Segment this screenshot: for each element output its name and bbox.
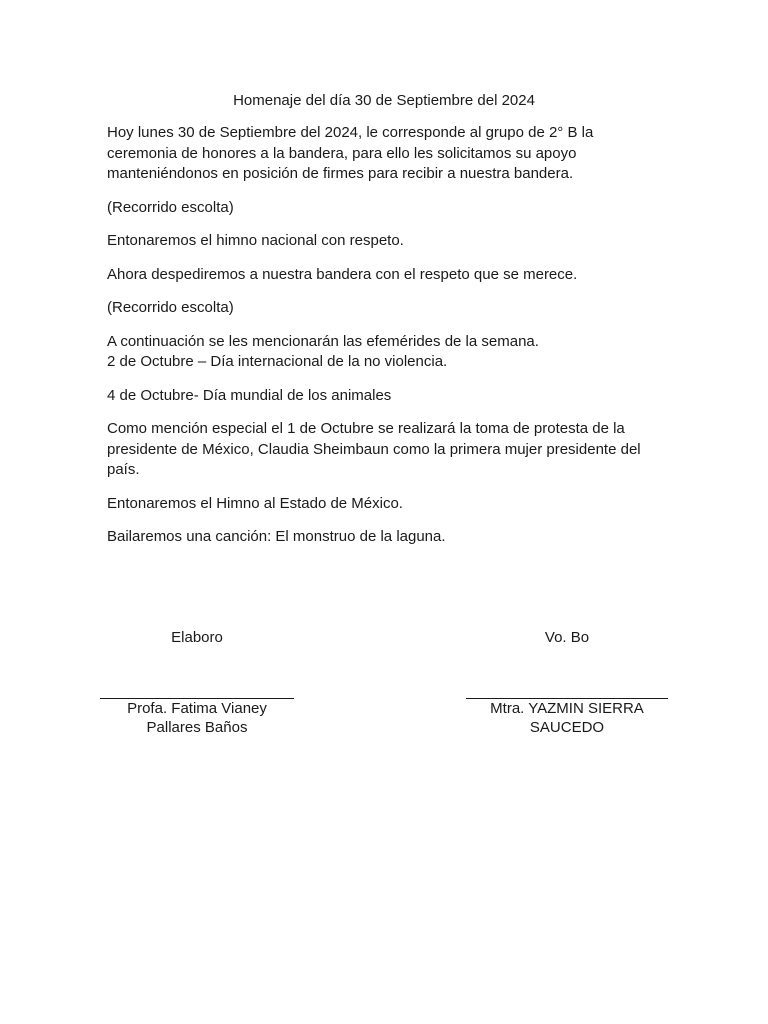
- paragraph-recorrido-1: [107, 198, 667, 219]
- paragraph-line: Bailaremos una canción: El monstruo de la laguna.: [107, 528, 446, 545]
- paragraph-mencion-especial: [107, 419, 667, 481]
- paragraph-efemerides: [107, 332, 667, 373]
- paragraph-himno-estado: [107, 494, 667, 515]
- paragraph-line: 4 de Octubre- Día mundial de los animales: [107, 386, 392, 404]
- paragraph-line: Entonaremos el Himno al Estado de México.: [107, 494, 403, 512]
- paragraph-recorrido-2: [107, 298, 667, 319]
- paragraph-despedida-bandera: [107, 265, 667, 286]
- paragraph-himno-nacional: [107, 231, 667, 252]
- signature-name-line: SAUCEDO: [529, 719, 605, 736]
- paragraph-line: Como mención especial el 1 de Octubre se realizará la toma de protesta de la: [107, 420, 625, 437]
- paragraph-line: (Recorrido escolta): [107, 299, 234, 316]
- paragraph-line: Ahora despediremos a nuestra bandera con el respeto que se merece.: [107, 265, 578, 283]
- paragraph-line: 2 de Octubre – Día internacional de la no violencia.: [107, 353, 448, 370]
- paragraph-line: presidente de México, Claudia Sheimbaun como la primera mujer presidente del: [107, 440, 641, 458]
- signature-name-right: [466, 699, 668, 737]
- document-title: Homenaje del día 30 de Septiembre del 2024: [233, 92, 535, 109]
- signature-name-line: Mtra. YAZMIN SIERRA: [490, 700, 644, 717]
- paragraph-line: manteniéndonos en posición de firmes para recibir a nuestra bandera.: [107, 165, 574, 182]
- signature-heading-elaboro: Elaboro: [171, 629, 223, 646]
- paragraph-intro: [107, 123, 667, 185]
- paragraph-line: Entonaremos el himno nacional con respeto.: [107, 232, 404, 249]
- paragraph-line: A continuación se les mencionarán las efemérides de la semana.: [107, 332, 539, 350]
- signature-name-line: Profa. Fatima Vianey: [127, 700, 267, 717]
- document-body: [107, 123, 667, 561]
- signature-name-line: Pallares Baños: [146, 719, 248, 736]
- paragraph-line: Hoy lunes 30 de Septiembre del 2024, le corresponde al grupo de 2° B la: [107, 124, 594, 141]
- signature-heading-vobo: Vo. Bo: [544, 629, 590, 646]
- paragraph-line: ceremonia de honores a la bandera, para ello les solicitamos su apoyo: [107, 144, 577, 162]
- signature-name-left: [100, 699, 294, 737]
- paragraph-line: (Recorrido escolta): [107, 198, 234, 216]
- paragraph-line: país.: [107, 461, 140, 478]
- paragraph-baile: [107, 527, 667, 548]
- paragraph-dia-animales: [107, 386, 667, 407]
